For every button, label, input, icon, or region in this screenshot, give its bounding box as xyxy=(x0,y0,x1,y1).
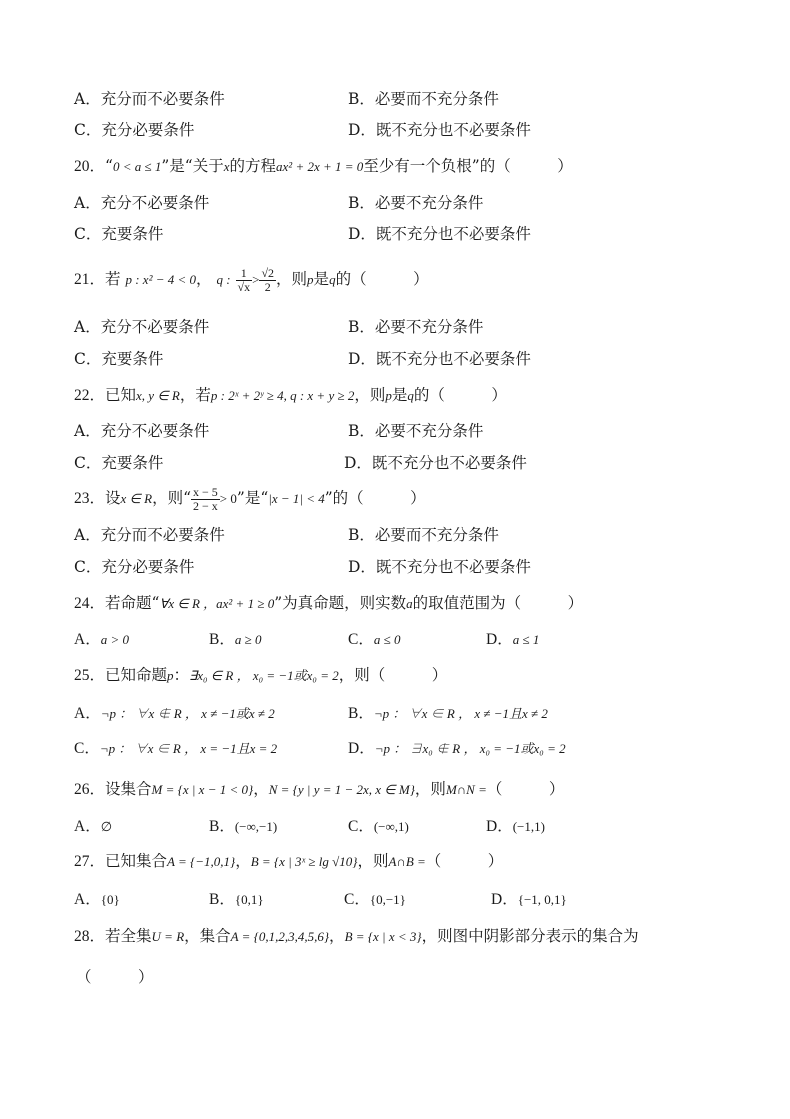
q21-number: 21． xyxy=(74,271,106,288)
q26-text-1: 设集合 xyxy=(105,780,152,798)
q22-stem xyxy=(74,385,507,406)
q20-stem xyxy=(74,156,573,177)
q24-number: 24． xyxy=(74,595,106,612)
q25-text-3: ，则（ ） xyxy=(338,666,448,684)
q22-text-3: ，则 xyxy=(354,386,386,404)
q22-text-2: ，若 xyxy=(179,386,211,404)
q24-option-b xyxy=(209,629,261,650)
q23-gt: > 0 xyxy=(219,491,237,506)
q25-text-1: 已知命题 xyxy=(105,666,168,684)
q25-option-d-value: ¬p ： ∃x₀ ∉ R ， x₀ = −1或x₀ = 2 xyxy=(374,741,566,756)
q28-text-4: ，则图中阴影部分表示的集合为 xyxy=(421,927,639,945)
q23-text-2: ，则“ xyxy=(152,489,192,507)
q22-text-5: 的（ ） xyxy=(413,386,507,404)
q27-option-a-label: A． xyxy=(74,891,101,908)
q20-number: 20． xyxy=(74,158,106,175)
q24-text-1: 若命题“ xyxy=(105,594,160,612)
q26-number: 26． xyxy=(74,781,106,798)
q24-option-a-value: a > 0 xyxy=(100,632,129,647)
q27-option-a xyxy=(74,889,120,910)
q24-option-c xyxy=(348,629,400,650)
q25-option-d-label: D． xyxy=(348,740,375,757)
q21-option-a: A．充分不必要条件 xyxy=(74,318,210,336)
q26-set-n: N = {y | y = 1 − 2x, x ∈ M} xyxy=(268,782,415,797)
q28-stem xyxy=(74,926,639,947)
q21-var-q: q xyxy=(329,272,336,287)
q27-text-2: ， xyxy=(235,852,251,870)
q25-option-c-value: ¬p ： ∀x ∈ R ， x = −1且x = 2 xyxy=(99,741,278,756)
q26-set-m: M = {x | x − 1 < 0} xyxy=(151,782,254,797)
q22-option-b: B．必要不充分条件 xyxy=(348,422,484,440)
q23-text-4: ”的（ ） xyxy=(324,489,426,507)
q24-option-b-label: B． xyxy=(209,631,235,648)
q22-option-a: A．充分不必要条件 xyxy=(74,422,210,440)
q20-option-d: D．既不充分也不必要条件 xyxy=(348,225,531,243)
q23-fraction-denominator: 2 − x xyxy=(193,498,218,513)
q26-stem xyxy=(74,779,564,800)
q21-option-d: D．既不充分也不必要条件 xyxy=(348,350,531,368)
q20-text-2: ”是“关于 xyxy=(161,157,224,175)
q20-condition: 0 < a ≤ 1 xyxy=(112,159,162,174)
q27-text-3: ，则 xyxy=(357,852,389,870)
q23-option-c: C．充分必要条件 xyxy=(74,558,195,576)
q24-stem xyxy=(74,593,583,614)
q23-option-d: D．既不充分也不必要条件 xyxy=(348,558,531,576)
q21-text-1: 若 xyxy=(105,270,121,288)
q21-text-3: 是 xyxy=(313,270,330,288)
q27-option-c-label: C． xyxy=(344,891,370,908)
q25-option-c-label: C． xyxy=(74,740,100,757)
q25-option-a-value: ¬p ： ∀x ∉ R ， x ≠ −1或x ≠ 2 xyxy=(100,706,275,721)
q25-option-a-label: A． xyxy=(74,705,101,722)
q26-option-b xyxy=(209,816,277,837)
q27-option-c-value: {0,−1} xyxy=(369,892,406,907)
q25-condition: ∃x₀ ∈ R ， x₀ = −1或x₀ = 2 xyxy=(189,668,339,683)
q26-text-2: ， xyxy=(253,780,269,798)
q21-fraction-2-numerator: √2 xyxy=(261,265,275,280)
q26-option-c-value: (−∞,1) xyxy=(373,819,409,834)
q20-text-1: “ xyxy=(105,157,113,175)
q28-text-1: 若全集 xyxy=(105,927,152,945)
q23-text-3: ”是“ xyxy=(236,489,269,507)
q22-var-q: q xyxy=(407,388,414,403)
q26-option-b-label: B． xyxy=(209,818,235,835)
q23-abs: |x − 1| < 4 xyxy=(268,491,325,506)
q22-option-d: D．既不充分也不必要条件 xyxy=(344,454,527,472)
q24-option-d-value: a ≤ 1 xyxy=(512,632,540,647)
q21-var-p: p xyxy=(307,272,314,287)
q24-text-2: ”为真命题，则实数 xyxy=(274,594,407,612)
q21-gt: > xyxy=(252,272,260,287)
q27-stem xyxy=(74,851,503,872)
q25-option-a xyxy=(74,703,275,724)
q25-text-2: ： xyxy=(173,666,190,684)
q28-text-3: ， xyxy=(329,927,345,945)
q27-text-1: 已知集合 xyxy=(105,852,168,870)
q25-number: 25． xyxy=(74,667,106,684)
q20-text-4: 至少有一个负根”的（ ） xyxy=(363,157,573,175)
q21-option-b: B．必要不充分条件 xyxy=(348,318,484,336)
q27-intersection: A∩B = xyxy=(388,854,426,869)
q23-text-1: 设 xyxy=(105,489,121,507)
q24-option-d xyxy=(486,629,539,650)
q19-option-d: D．既不充分也不必要条件 xyxy=(348,121,531,139)
q28-answer-paren: （ ） xyxy=(76,968,154,986)
q23-option-a: A．充分而不必要条件 xyxy=(74,526,225,544)
q22-number: 22． xyxy=(74,387,106,404)
q27-option-d-value: {−1, 0,1} xyxy=(517,892,567,907)
q23-fraction xyxy=(191,486,220,513)
q21-fraction-1 xyxy=(236,267,253,294)
q26-option-a-value: ∅ xyxy=(100,819,113,834)
q25-option-c xyxy=(74,738,277,759)
q22-condition: p : 2ˣ + 2ʸ ≥ 4, q : x + y ≥ 2 xyxy=(210,388,355,403)
q27-option-b xyxy=(209,889,264,910)
q21-option-c: C．充要条件 xyxy=(74,350,164,368)
q21-fraction-2 xyxy=(259,267,276,294)
q24-option-c-value: a ≤ 0 xyxy=(373,632,401,647)
q28-set-b: B = {x | x < 3} xyxy=(344,929,422,944)
q26-text-3: ，则 xyxy=(414,780,446,798)
q20-variable-x: x xyxy=(223,159,230,174)
q20-equation: ax² + 2x + 1 = 0 xyxy=(276,159,364,174)
q24-option-d-label: D． xyxy=(486,631,513,648)
q21-separator: ， xyxy=(196,270,212,288)
q26-option-b-value: (−∞,−1) xyxy=(234,819,278,834)
q28-universal-set: U = R xyxy=(151,929,185,944)
q25-option-d xyxy=(348,738,566,759)
q24-option-a-label: A． xyxy=(74,631,101,648)
q24-var-a: a xyxy=(406,596,413,611)
q25-option-b-label: B． xyxy=(348,705,374,722)
q23-set: x ∈ R xyxy=(120,491,153,506)
q22-option-c: C．充要条件 xyxy=(74,454,164,472)
q28-number: 28． xyxy=(74,928,106,945)
q19-option-c: C．充分必要条件 xyxy=(74,121,195,139)
q22-var-p: p xyxy=(385,388,392,403)
q26-option-c xyxy=(348,816,409,837)
q27-set-b: B = {x | 3ˣ ≥ lg √10} xyxy=(250,854,358,869)
q21-text-4: 的（ ） xyxy=(335,270,429,288)
q21-condition-q: q : xyxy=(216,272,231,287)
q27-option-b-value: {0,1} xyxy=(234,892,264,907)
q26-option-d-label: D． xyxy=(486,818,513,835)
q27-text-4: （ ） xyxy=(425,852,504,870)
q22-set: x, y ∈ R xyxy=(136,388,180,403)
q25-stem xyxy=(74,665,447,686)
q28-text-2: ，集合 xyxy=(184,927,231,945)
q25-option-b-value: ¬p ： ∀x ∈ R ， x ≠ −1且x ≠ 2 xyxy=(373,706,548,721)
q20-option-c: C．充要条件 xyxy=(74,225,164,243)
q25-option-b xyxy=(348,703,548,724)
q20-option-b: B．必要不充分条件 xyxy=(348,194,484,212)
q23-fraction-numerator: x − 5 xyxy=(193,484,218,499)
q21-condition-p: p : x² − 4 < 0 xyxy=(125,272,197,287)
q25-var-p: p xyxy=(167,668,174,683)
q26-option-a xyxy=(74,816,112,837)
q24-option-c-label: C． xyxy=(348,631,374,648)
q26-option-a-label: A． xyxy=(74,818,101,835)
q27-option-c xyxy=(344,889,406,910)
q28-set-a: A = {0,1,2,3,4,5,6} xyxy=(230,929,330,944)
q24-text-3: 的取值范围为（ ） xyxy=(412,594,584,612)
q26-option-d-value: (−1,1) xyxy=(512,819,545,834)
q19-option-a: A．充分而不必要条件 xyxy=(74,90,225,108)
q21-fraction-1-denominator: √x xyxy=(237,279,251,294)
q21-stem xyxy=(74,261,429,298)
q27-set-a: A = {−1,0,1} xyxy=(167,854,236,869)
q20-text-3: 的方程 xyxy=(229,157,277,175)
q27-option-d xyxy=(491,889,567,910)
q27-option-d-label: D． xyxy=(491,891,518,908)
q24-option-b-value: a ≥ 0 xyxy=(234,632,262,647)
q20-option-a: A．充分不必要条件 xyxy=(74,194,210,212)
q23-option-b: B．必要而不充分条件 xyxy=(348,526,499,544)
q22-text-4: 是 xyxy=(391,386,408,404)
q23-number: 23． xyxy=(74,490,106,507)
q27-option-b-label: B． xyxy=(209,891,235,908)
q24-condition: ∀x ∈ R ，ax² + 1 ≥ 0 xyxy=(159,596,275,611)
q26-option-c-label: C． xyxy=(348,818,374,835)
q21-fraction-1-numerator: 1 xyxy=(236,267,253,281)
q21-fraction-2-denominator: 2 xyxy=(264,279,271,294)
q27-number: 27． xyxy=(74,853,106,870)
q24-option-a xyxy=(74,629,129,650)
q22-text-1: 已知 xyxy=(105,386,137,404)
q26-option-d xyxy=(486,816,545,837)
q19-option-b: B．必要而不充分条件 xyxy=(348,90,499,108)
q27-option-a-value: {0} xyxy=(100,892,120,907)
q26-intersection: M∩N = xyxy=(445,782,487,797)
q26-text-4: （ ） xyxy=(486,780,565,798)
q23-stem xyxy=(74,480,426,517)
q21-text-2: ，则 xyxy=(276,270,308,288)
